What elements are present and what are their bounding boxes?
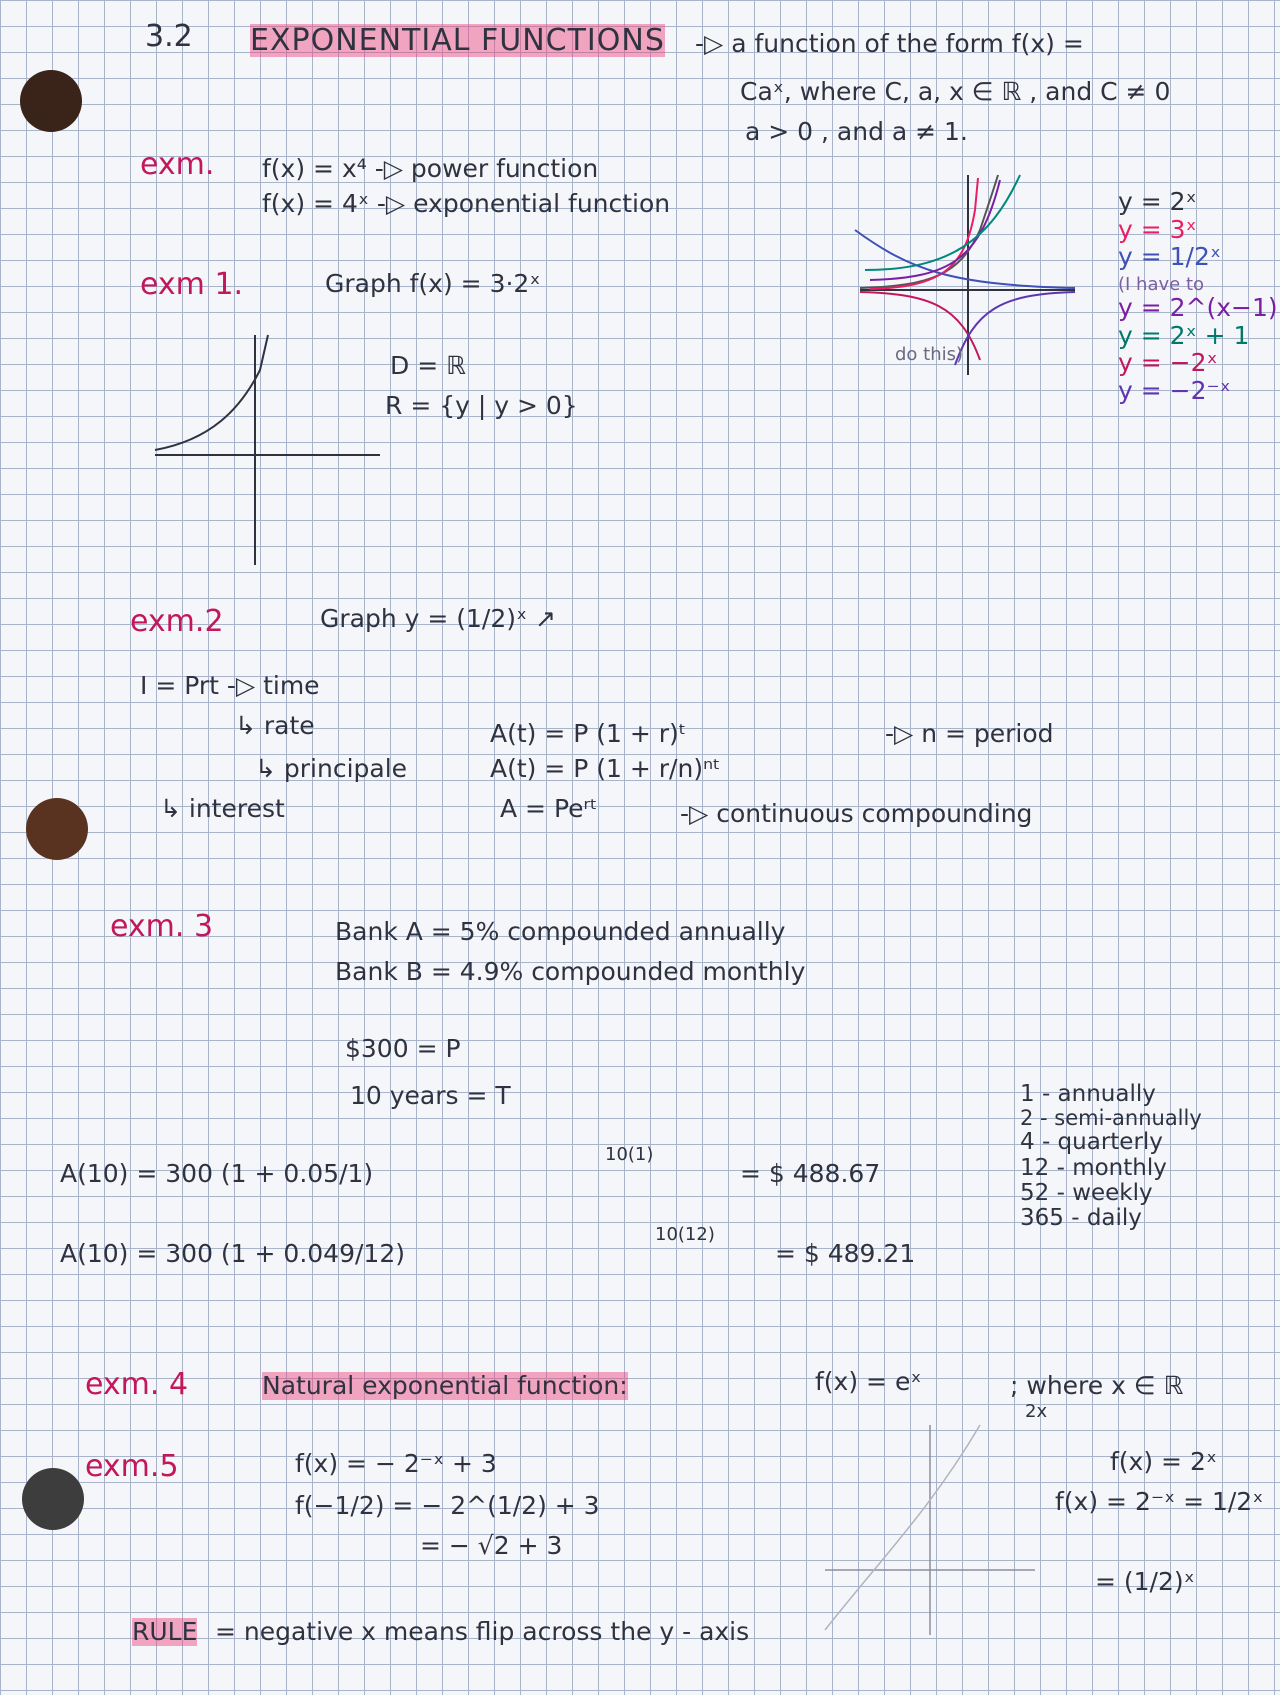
period-item: 52 - weekly (1020, 1179, 1153, 1206)
principal-value: $300 = P (345, 1034, 461, 1063)
example-5-line-3: = − √2 + 3 (420, 1531, 563, 1560)
example-5-line-2: f(−1/2) = − 2^(1/2) + 3 (295, 1491, 600, 1520)
example-5-graph (820, 1420, 1040, 1640)
legend-list (1118, 188, 1278, 404)
period-item: 365 - daily (1020, 1205, 1142, 1232)
legend-item: y = 2ˣ + 1 (1118, 320, 1250, 350)
natural-exponential-title: Natural exponential function: (262, 1371, 628, 1400)
example-5-label: exm.5 (85, 1449, 179, 1484)
section-title: EXPONENTIAL FUNCTIONS (250, 23, 665, 58)
continuous-formula: A = Peʳᵗ (500, 794, 598, 823)
example-label: exm. (140, 147, 215, 182)
example-2-label: exm.2 (130, 604, 224, 639)
definition-line-2: Caˣ, where C, a, x ∈ ℝ , and C ≠ 0 (740, 77, 1171, 106)
bank-a: Bank A = 5% compounded annually (335, 917, 786, 946)
example-3-label: exm. 3 (110, 909, 214, 944)
natural-exponential-domain: ; where x ∈ ℝ (1010, 1371, 1184, 1400)
example-5-line-1: f(x) = − 2⁻ˣ + 3 (295, 1449, 497, 1478)
section-number: 3.2 (145, 19, 193, 54)
binder-hole-bottom (22, 1468, 84, 1530)
small-2x-note: 2x (1025, 1401, 1048, 1422)
legend-item: y = 2^(x−1) (1118, 293, 1278, 323)
period-note: -▷ n = period (885, 719, 1054, 748)
legend-item: y = −2ˣ (1118, 348, 1218, 378)
calc-bank-a-result: = $ 488.67 (740, 1159, 881, 1188)
graph-note: do this) (895, 344, 964, 365)
time-value: 10 years = T (350, 1081, 511, 1110)
continuous-note: -▷ continuous compounding (680, 799, 1033, 828)
natural-exponential-formula: f(x) = eˣ (815, 1367, 922, 1396)
legend-item: y = 2ˣ (1118, 187, 1197, 216)
binder-hole-top (20, 70, 82, 132)
example-1-domain: D = ℝ (390, 351, 466, 380)
transformations-graph (850, 170, 1080, 380)
calc-bank-b-result: = $ 489.21 (775, 1239, 916, 1268)
period-item: 12 - monthly (1020, 1154, 1167, 1181)
example-1-task: Graph f(x) = 3·2ˣ (325, 269, 541, 298)
legend-item: y = 3ˣ (1118, 214, 1197, 244)
definition-line-3: a > 0 , and a ≠ 1. (745, 117, 968, 146)
period-item: 4 - quarterly (1020, 1129, 1163, 1156)
period-item: 2 - semi-annually (1020, 1106, 1202, 1131)
rule-label: RULE (132, 1617, 198, 1646)
power-function-line: f(x) = x⁴ -▷ power function (262, 154, 599, 183)
example-2-task: Graph y = (1/2)ˣ ↗ (320, 604, 556, 633)
interest-note: ↳ interest (160, 794, 285, 823)
legend-item: y = −2⁻ˣ (1118, 375, 1231, 405)
compounding-periods-list (1020, 1082, 1202, 1232)
right-formula-2: f(x) = 2⁻ˣ = 1/2ˣ (1055, 1487, 1264, 1516)
exponential-function-line: f(x) = 4ˣ -▷ exponential function (262, 189, 671, 218)
calc-bank-b-exponent: 10(12) (655, 1224, 715, 1245)
calc-bank-a: A(10) = 300 (1 + 0.05/1) (60, 1159, 374, 1188)
compound-formula: A(t) = P (1 + r)ᵗ (490, 719, 687, 748)
right-formula-3: = (1/2)ˣ (1095, 1567, 1195, 1596)
example-1-graph (150, 330, 390, 570)
example-4-label: exm. 4 (85, 1367, 189, 1402)
right-formula-1: f(x) = 2ˣ (1110, 1447, 1217, 1476)
calc-bank-a-exponent: 10(1) (605, 1144, 654, 1165)
binder-hole-middle (26, 798, 88, 860)
rule-text: = negative x means flip across the y - axis (215, 1617, 750, 1646)
legend-item: y = 1/2ˣ (1118, 242, 1221, 271)
example-1-label: exm 1. (140, 267, 244, 302)
example-1-range: R = {y | y > 0} (385, 391, 578, 420)
period-item: 1 - annually (1020, 1081, 1156, 1107)
legend-item: (I have to (1118, 273, 1205, 295)
simple-interest-formula: I = Prt -▷ time (140, 671, 320, 700)
rate-note: ↳ rate (235, 711, 315, 740)
definition-line-1: -▷ a function of the form f(x) = (695, 29, 1084, 58)
principal-note: ↳ principale (255, 754, 408, 783)
periodic-formula: A(t) = P (1 + r/n)ⁿᵗ (490, 754, 721, 783)
bank-b: Bank B = 4.9% compounded monthly (335, 957, 806, 986)
calc-bank-b: A(10) = 300 (1 + 0.049/12) (60, 1239, 405, 1268)
